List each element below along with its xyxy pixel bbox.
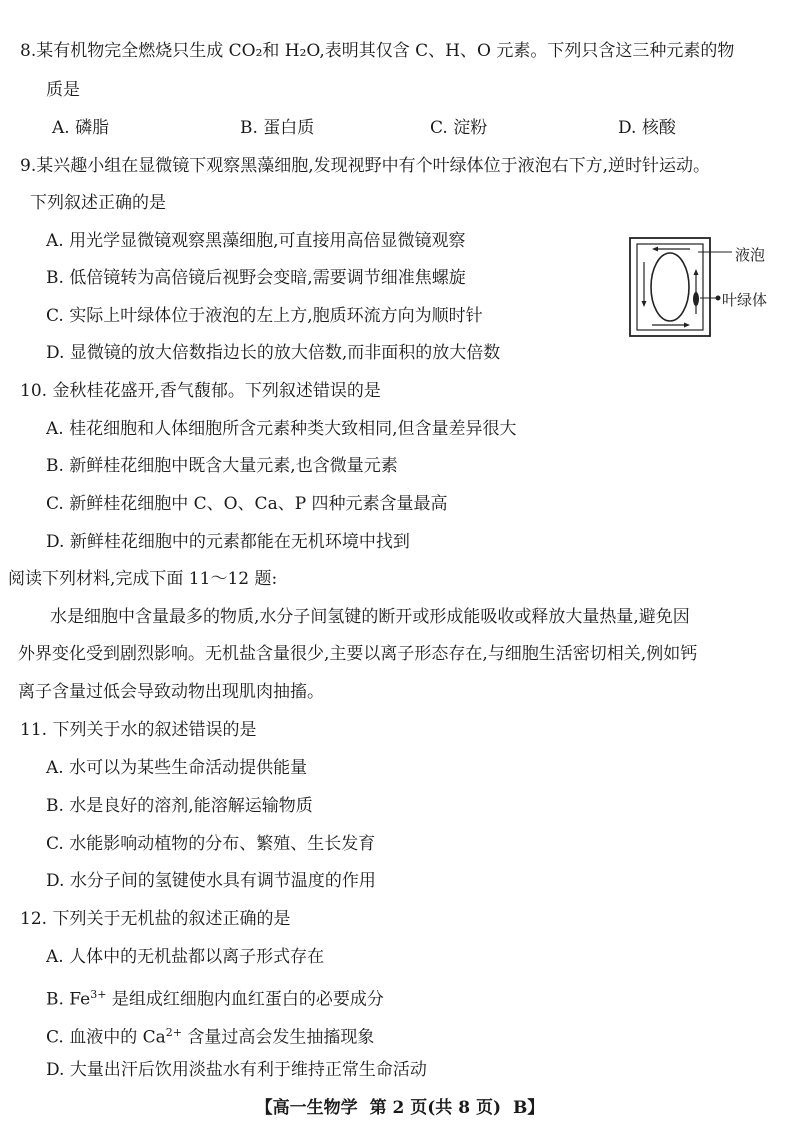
chloroplast-shape <box>693 292 699 306</box>
q9-stem-line1: 9.某兴趣小组在显微镜下观察黑藻细胞,发现视野中有个叶绿体位于液泡右下方,逆时针运动。 <box>20 156 711 176</box>
q8-option-d: D. 核酸 <box>618 118 676 138</box>
q12-option-c-text: 含量过高会发生抽搐现象 <box>181 1027 375 1048</box>
q11-stem: 11. 下列关于水的叙述错误的是 <box>20 720 257 740</box>
vacuole-shape <box>651 253 689 321</box>
page-footer <box>0 1097 800 1119</box>
q12-option-b <box>46 984 384 1011</box>
q8-option-a: A. 磷脂 <box>52 118 110 138</box>
cell-diagram-svg <box>628 232 790 342</box>
calcium-charge: 2+ <box>165 1026 182 1039</box>
footer-version: B】 <box>512 1098 545 1118</box>
q10-option-b: B. 新鲜桂花细胞中既含大量元素,也含微量元素 <box>46 456 398 476</box>
q8-option-c: C. 淀粉 <box>430 118 488 138</box>
q10-stem: 10. 金秋桂花盛开,香气馥郁。下列叙述错误的是 <box>20 381 381 401</box>
q12-option-b-text: 是组成红细胞内血红蛋白的必要成分 <box>106 989 384 1010</box>
q9-option-c: C. 实际上叶绿体位于液泡的左上方,胞质环流方向为顺时针 <box>46 306 483 326</box>
q10-option-a: A. 桂花细胞和人体细胞所含元素种类大致相同,但含量差异很大 <box>46 419 517 439</box>
q12-option-b-prefix: B. Fe <box>46 989 91 1010</box>
q12-option-c <box>46 1022 374 1049</box>
reading-paragraph-line1: 水是细胞中含量最多的物质,水分子间氢键的断开或形成能吸收或释放大量热量,避免因 <box>50 607 690 627</box>
reading-paragraph-line2: 外界变化受到剧烈影响。无机盐含量很少,主要以离子形态存在,与细胞生活密切相关,例如钙 <box>18 644 698 664</box>
q10-option-c: C. 新鲜桂花细胞中 C、O、Ca、P 四种元素含量最高 <box>46 494 448 514</box>
q11-option-a: A. 水可以为某些生命活动提供能量 <box>46 758 308 778</box>
q11-option-c: C. 水能影响动植物的分布、繁殖、生长发育 <box>46 834 376 854</box>
q12-option-c-prefix: C. 血液中的 Ca <box>46 1027 166 1048</box>
q9-option-d: D. 显微镜的放大倍数指边长的放大倍数,而非面积的放大倍数 <box>46 343 501 363</box>
q10-option-d: D. 新鲜桂花细胞中的元素都能在无机环境中找到 <box>46 532 410 552</box>
q12-option-d: D. 大量出汗后饮用淡盐水有利于维持正常生命活动 <box>46 1060 427 1080</box>
q11-option-b: B. 水是良好的溶剂,能溶解运输物质 <box>46 796 313 816</box>
flow-arrowhead-right <box>694 269 699 275</box>
q11-option-d: D. 水分子间的氢键使水具有调节温度的作用 <box>46 871 376 891</box>
reading-intro: 阅读下列材料,完成下面 11～12 题: <box>8 569 278 589</box>
chloroplast-leader-dot <box>716 296 721 301</box>
flow-arrowhead-left <box>642 301 647 307</box>
cell-membrane <box>637 244 703 330</box>
q12-stem: 12. 下列关于无机盐的叙述正确的是 <box>20 909 291 929</box>
cell-diagram <box>628 232 790 342</box>
q9-option-b: B. 低倍镜转为高倍镜后视野会变暗,需要调节细准焦螺旋 <box>46 268 466 288</box>
footer-page-number: 第 2 页(共 8 页) <box>369 1098 502 1118</box>
flow-arrowhead-top <box>652 247 658 252</box>
q12-option-a: A. 人体中的无机盐都以离子形式存在 <box>46 947 325 967</box>
reading-paragraph-line3: 离子含量过低会导致动物出现肌肉抽搐。 <box>18 682 324 702</box>
q9-stem-line2: 下列叙述正确的是 <box>30 193 166 213</box>
q9-option-a: A. 用光学显微镜观察黑藻细胞,可直接用高倍显微镜观察 <box>46 231 466 251</box>
chloroplast-label: 叶绿体 <box>722 291 768 309</box>
footer-subject: 【高一生物学 <box>255 1098 358 1118</box>
vacuole-label: 液泡 <box>735 246 766 264</box>
q8-stem-line2: 质是 <box>46 80 80 100</box>
q8-option-b: B. 蛋白质 <box>240 118 315 138</box>
q8-stem-line1: 8.某有机物完全燃烧只生成 CO₂和 H₂O,表明其仅含 C、H、O 元素。下列只含这三种元素的物 <box>20 41 735 61</box>
flow-arrowhead-bottom <box>684 323 690 328</box>
iron-charge: 3+ <box>90 988 107 1001</box>
